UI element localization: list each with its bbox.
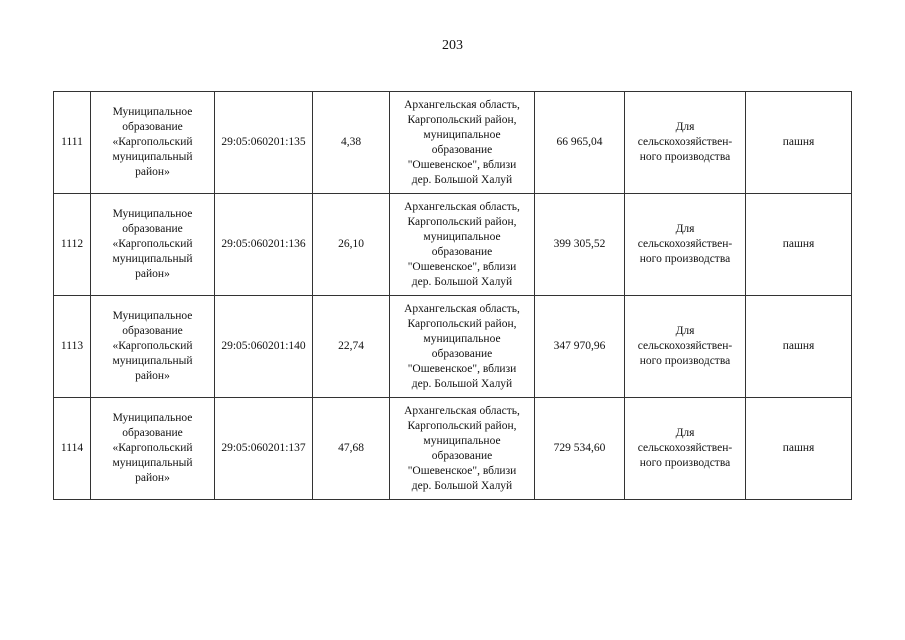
owner-cell: Муниципальное образование «Каргопольский муниципальный район» bbox=[91, 92, 215, 194]
owner-cell: Муниципальное образование «Каргопольский муниципальный район» bbox=[91, 194, 215, 296]
page-number: 203 bbox=[442, 38, 463, 53]
purpose-cell: Для сельскохозяйствен- ного производства bbox=[625, 194, 746, 296]
land-use-cell: пашня bbox=[746, 92, 852, 194]
cadastral-number-cell: 29:05:060201:136 bbox=[215, 194, 313, 296]
area-cell: 26,10 bbox=[313, 194, 390, 296]
land-use-cell: пашня bbox=[746, 398, 852, 500]
table-row bbox=[54, 92, 852, 194]
row-number: 1113 bbox=[54, 296, 91, 398]
row-number: 1112 bbox=[54, 194, 91, 296]
land-use-cell: пашня bbox=[746, 296, 852, 398]
cadastral-number-cell: 29:05:060201:135 bbox=[215, 92, 313, 194]
area-cell: 22,74 bbox=[313, 296, 390, 398]
area-cell: 4,38 bbox=[313, 92, 390, 194]
cadastral-number-cell: 29:05:060201:140 bbox=[215, 296, 313, 398]
value-cell: 399 305,52 bbox=[535, 194, 625, 296]
location-cell: Архангельская область, Каргопольский район, муниципальное образование "Ошевенское", вблизи дер. Большой Халуй bbox=[390, 194, 535, 296]
table-row bbox=[54, 194, 852, 296]
area-cell: 47,68 bbox=[313, 398, 390, 500]
location-cell: Архангельская область, Каргопольский район, муниципальное образование "Ошевенское", вблизи дер. Большой Халуй bbox=[390, 296, 535, 398]
land-plots-table bbox=[53, 91, 852, 500]
row-number: 1111 bbox=[54, 92, 91, 194]
location-cell: Архангельская область, Каргопольский район, муниципальное образование "Ошевенское", вблизи дер. Большой Халуй bbox=[390, 398, 535, 500]
land-use-cell: пашня bbox=[746, 194, 852, 296]
table-row bbox=[54, 296, 852, 398]
purpose-cell: Для сельскохозяйствен- ного производства bbox=[625, 296, 746, 398]
purpose-cell: Для сельскохозяйствен- ного производства bbox=[625, 92, 746, 194]
owner-cell: Муниципальное образование «Каргопольский муниципальный район» bbox=[91, 296, 215, 398]
value-cell: 729 534,60 bbox=[535, 398, 625, 500]
cadastral-number-cell: 29:05:060201:137 bbox=[215, 398, 313, 500]
location-cell: Архангельская область, Каргопольский район, муниципальное образование "Ошевенское", вблизи дер. Большой Халуй bbox=[390, 92, 535, 194]
value-cell: 347 970,96 bbox=[535, 296, 625, 398]
row-number: 1114 bbox=[54, 398, 91, 500]
value-cell: 66 965,04 bbox=[535, 92, 625, 194]
purpose-cell: Для сельскохозяйствен- ного производства bbox=[625, 398, 746, 500]
table-row bbox=[54, 398, 852, 500]
owner-cell: Муниципальное образование «Каргопольский муниципальный район» bbox=[91, 398, 215, 500]
